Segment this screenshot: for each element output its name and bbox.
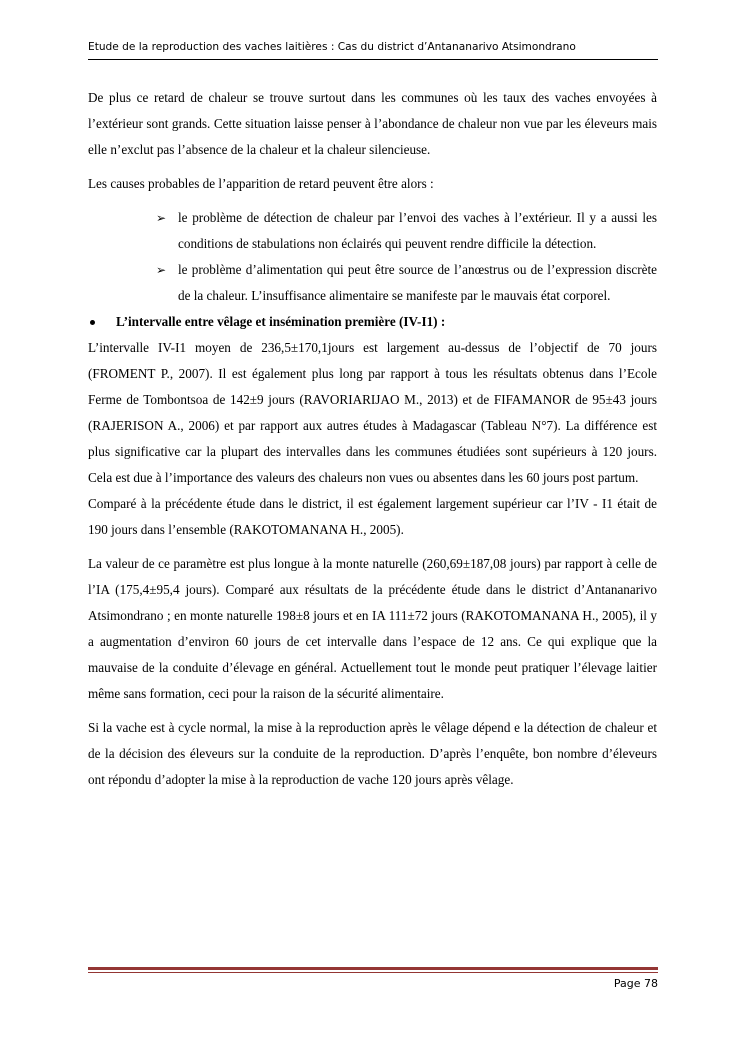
running-header: Etude de la reproduction des vaches laitières : Cas du district d’Antananarivo Atsimondrano <box>88 41 576 53</box>
list-item <box>156 205 657 257</box>
paragraph-chaleur-retard: De plus ce retard de chaleur se trouve surtout dans les communes où les taux des vaches envoyées à l’extérieur sont grands. Cette situation laisse penser à l’abondance de chaleur non vue par les éleveurs mais elle n’exclut pas l’absence de la chaleur et la chaleur silencieuse. <box>88 90 657 157</box>
list-item-text: le problème de détection de chaleur par l’envoi des vaches à l’extérieur. Il y a aussi les conditions de stabulations non éclairés qui peuvent rendre difficile la détection. <box>178 210 657 251</box>
header-divider <box>88 59 658 60</box>
list-item-text: le problème d’alimentation qui peut être source de l’anœstrus ou de l’expression discrète de la chaleur. L’insuffisance alimentaire se manifeste par le mauvais état corporel. <box>178 262 657 303</box>
round-bullet-icon <box>90 320 95 325</box>
paragraph-comparaison-district: Comparé à la précédente étude dans le district, il est également largement supérieur car l’IV - I1 était de 190 jours dans l’ensemble (RAKOTOMANANA H., 2005). <box>88 496 657 537</box>
page-number: Page 78 <box>613 977 658 990</box>
footer-divider-thick <box>88 967 658 970</box>
footer-divider-thin <box>88 972 658 973</box>
paragraph-causes-intro: Les causes probables de l’apparition de retard peuvent être alors : <box>88 176 434 191</box>
arrow-bullet-icon: ➢ <box>156 263 167 277</box>
section-heading-text: L’intervalle entre vêlage et insémination première (IV-I1) : <box>116 314 446 329</box>
section-heading <box>88 309 657 335</box>
list-item <box>156 257 657 309</box>
causes-list <box>88 205 657 309</box>
paragraph-monte-naturelle: La valeur de ce paramètre est plus longue à la monte naturelle (260,69±187,08 jours) par rapport à celle de l’IA (175,4±95,4 jours). Comparé aux résultats de la précédente étude dans le district d’Antananarivo Atsimondrano ; en monte naturelle 198±8 jours et en IA 111±72 jours (RAKOTOMANANA H., 2005), il y a augmentation d’environ 60 jours de cet intervalle dans l’espace de 12 ans. Ce qui explique que la mauvaise de la conduite d’élevage en général. Actuellement tout le monde peut pratiquer l’élevage laitier même sans formation, ceci pour la raison de la sécurité alimentaire. <box>88 556 657 701</box>
arrow-bullet-icon: ➢ <box>156 211 167 225</box>
paragraph-iv-i1-moyen: L’intervalle IV-I1 moyen de 236,5±170,1jours est largement au-dessus de l’objectif de 70 jours (FROMENT P., 2007). Il est également plus long par rapport à tous les résultats obtenus dans l’Ecole Ferme de Tombontsoa de 142±9 jours (RAVORIARIJAO M., 2013) et de FIFAMANOR de 95±43 jours (RAJERISON A., 2006) et par rapport aux autres études à Madagascar (Tableau N°7). La différence est plus significative car la plupart des intervalles dans les communes étudiées sont supérieurs à 120 jours. Cela est due à l’importance des valeurs des chaleurs non vues ou absentes dans les 60 jours post partum. <box>88 340 657 485</box>
paragraph-cycle-normal: Si la vache est à cycle normal, la mise à la reproduction après le vêlage dépend e la détection de chaleur et de la décision des éleveurs sur la conduite de la reproduction. D’après l’enquête, bon nombre d’éleveurs ont répondu d’adopter la mise à la reproduction de vache 120 jours après vêlage. <box>88 720 657 787</box>
document-body <box>88 85 657 793</box>
